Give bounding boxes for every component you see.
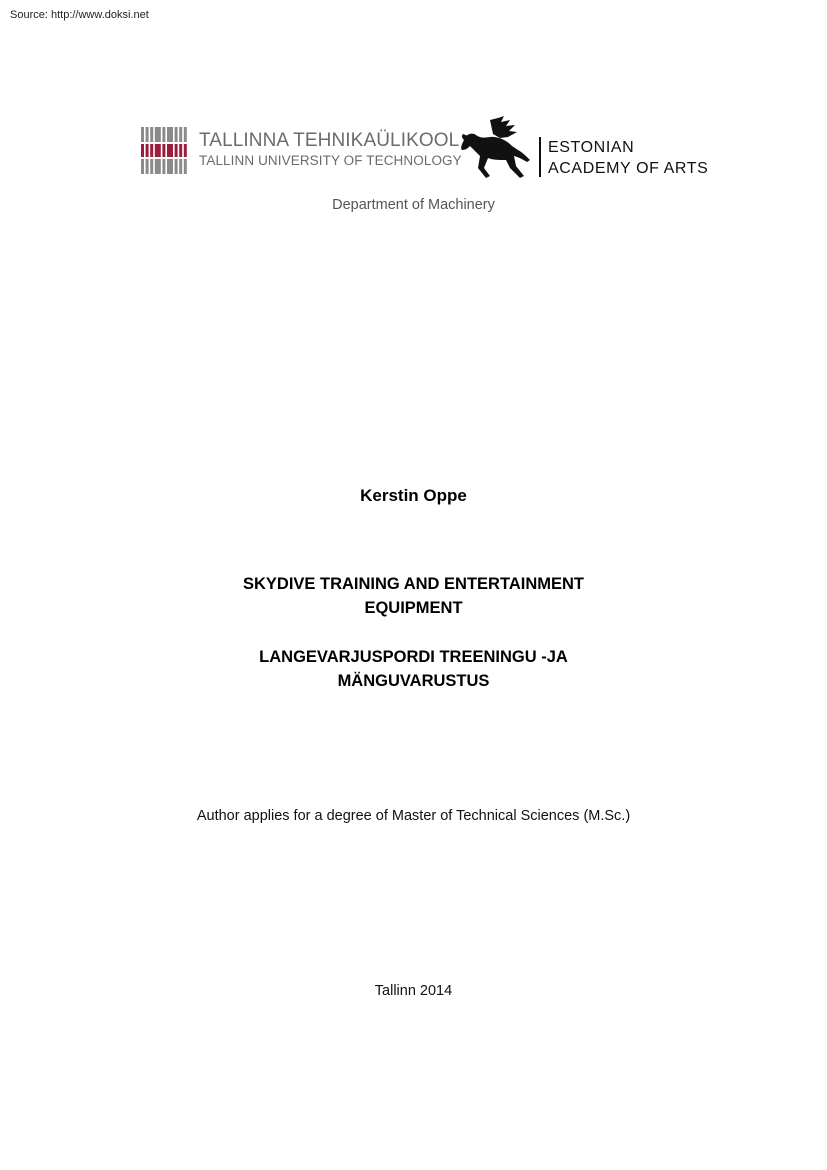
ttu-bar-segment	[155, 127, 161, 142]
title-en-line1: SKYDIVE TRAINING AND ENTERTAINMENT	[242, 575, 584, 593]
place-year: Tallinn 2014	[374, 983, 453, 999]
ttu-name-english: TALLINN UNIVERSITY OF TECHNOLOGY	[199, 153, 462, 168]
ttu-bar-segment	[175, 127, 178, 142]
pegasus-icon	[460, 116, 534, 182]
ttu-bar-segment	[179, 127, 182, 142]
ttu-bar-segment	[146, 159, 149, 174]
ttu-bar-segment	[162, 159, 165, 174]
ttu-bar-segment	[141, 144, 144, 157]
eka-divider	[539, 137, 541, 177]
degree-statement: Author applies for a degree of Master of Technical Sciences (M.Sc.)	[196, 808, 631, 824]
department: Department of Machinery	[332, 197, 495, 213]
ttu-name-estonian: TALLINNA TEHNIKAÜLIKOOL	[199, 130, 460, 151]
ttu-bar-segment	[155, 159, 161, 174]
ttu-bar-segment	[167, 127, 173, 142]
thesis-title-english	[0, 572, 827, 620]
title-et-line1: LANGEVARJUSPORDI TREENINGU -JA	[259, 648, 568, 666]
ttu-bar-segment	[179, 159, 182, 174]
eka-name-line1: ESTONIAN	[548, 139, 635, 156]
ttu-bar-segment	[162, 144, 165, 157]
title-en-line2: EQUIPMENT	[364, 599, 463, 617]
thesis-title-estonian	[0, 645, 827, 693]
source-note: Source: http://www.doksi.net	[10, 9, 149, 21]
ttu-bar-segment	[167, 159, 173, 174]
ttu-bar-segment	[167, 144, 173, 157]
ttu-bar-segment	[175, 159, 178, 174]
ttu-bar-segment	[155, 144, 161, 157]
ttu-bar-segment	[162, 127, 165, 142]
ttu-bar-segment	[141, 127, 144, 142]
ttu-bar-segment	[184, 144, 187, 157]
ttu-bar-segment	[175, 144, 178, 157]
author-name: Kerstin Oppe	[360, 486, 467, 505]
eka-name-line2: ACADEMY OF ARTS	[548, 160, 709, 177]
ttu-bar-segment	[150, 159, 153, 174]
ttu-bar-segment	[184, 159, 187, 174]
ttu-bar-segment	[150, 144, 153, 157]
ttu-bar-segment	[150, 127, 153, 142]
ttu-bar-segment	[146, 144, 149, 157]
ttu-bars-icon	[141, 127, 187, 174]
ttu-bar-segment	[179, 144, 182, 157]
ttu-logo	[141, 127, 462, 175]
ttu-bar-segment	[141, 159, 144, 174]
eka-logo	[460, 116, 709, 182]
ttu-bar-segment	[146, 127, 149, 142]
ttu-bar-segment	[184, 127, 187, 142]
title-et-line2: MÄNGUVARUSTUS	[337, 672, 490, 690]
